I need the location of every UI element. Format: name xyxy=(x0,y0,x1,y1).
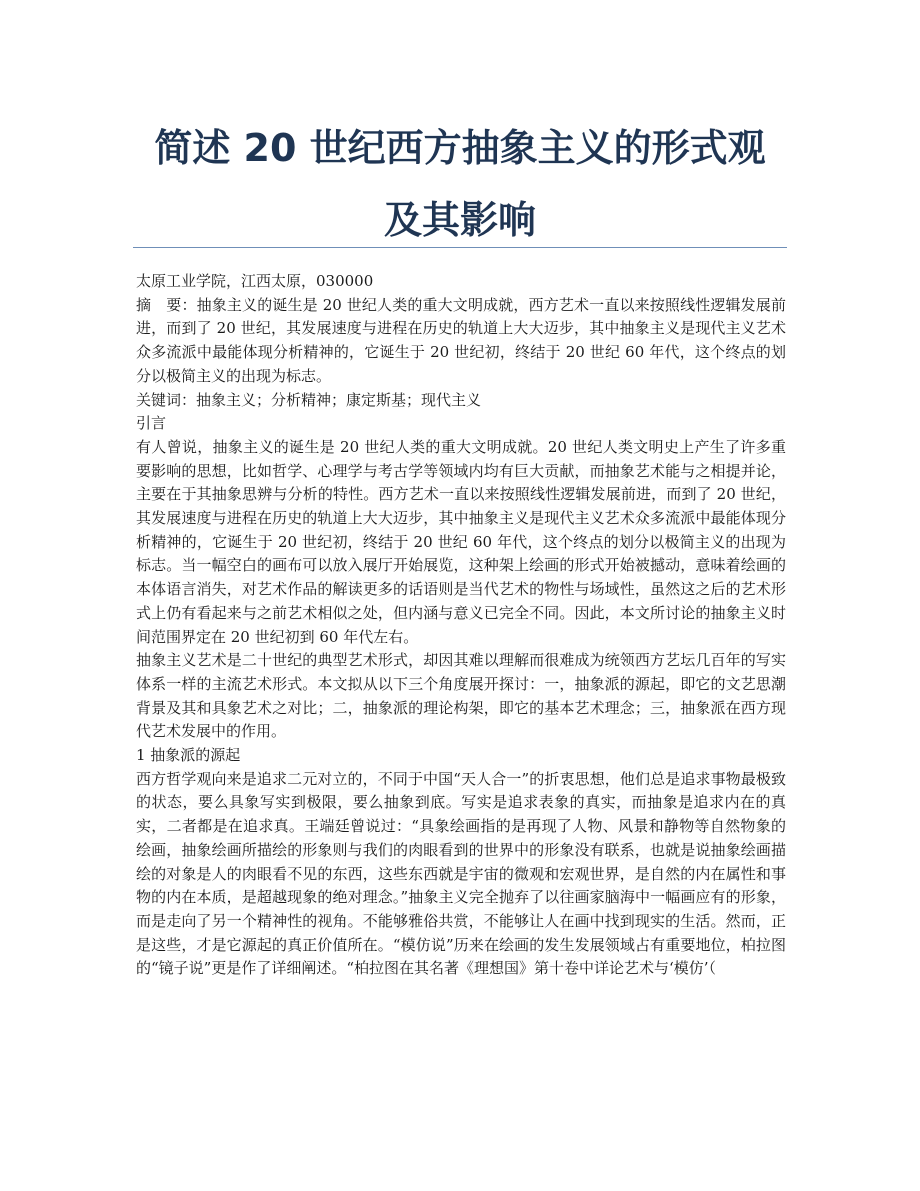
section-1-heading: 1 抽象派的源起 xyxy=(136,746,241,765)
intro-paragraph-2: 抽象主义艺术是二十世纪的典型艺术形式，却因其难以理解而很难成为统领西方艺坛几百年的写实体系一样的主流艺术形式。本文拟从以下三个角度展开探讨：一，抽象派的源起，即它的文艺思潮背景及其和具象艺术之对比；二，抽象派的理论构架，即它的基本艺术理念；三，抽象派在西方现代艺术发展中的作用。 xyxy=(136,651,786,741)
title-line-1: 简述 20 世纪西方抽象主义的形式观 xyxy=(154,126,766,170)
section-1-paragraph: 西方哲学观向来是追求二元对立的，不同于中国“天人合一”的折衷思想，他们总是追求事物最极致的状态，要么具象写实到极限，要么抽象到底。写实是追求表象的真实，而抽象是追求内在的真实，二者都是在追求真。王端廷曾说过：“具象绘画指的是再现了人物、风景和静物等自然物象的绘画，抽象绘画所描绘的形象则与我们的肉眼看到的世界中的形象没有联系，也就是说抽象绘画描绘的对象是人的肉眼看不见的东西，这些东西就是宇宙的微观和宏观世界，是自然的内在属性和事物的内在本质，是超越现象的绝对理念。”抽象主义完全抛弃了以往画家脑海中一幅画应有的形象，而是走向了另一个精神性的视角。不能够雅俗共赏，不能够让人在画中找到现实的生活。然而，正是这些，才是它源起的真正价值所在。“模仿说”历来在绘画的发生发展领域占有重要地位，柏拉图的“镜子说”更是作了详细阐述。“柏拉图在其名著《理想国》第十卷中详论艺术与‘模仿’（ xyxy=(136,769,786,978)
intro-heading: 引言 xyxy=(136,414,167,433)
abstract: 摘 要：抽象主义的诞生是 20 世纪人类的重大文明成就，西方艺术一直以来按照线性逻辑发展前进，而到了 20 世纪，其发展速度与进程在历史的轨道上大大迈步，其中抽象主义是现代主义艺术众多流派中最能体现分析精神的，它诞生于 20 世纪初，终结于 20 世纪 60 年代，这个终点的划分以极简主义的出现为标志。 xyxy=(136,295,786,385)
title-divider xyxy=(133,247,787,248)
document-body xyxy=(136,270,786,981)
affiliation: 太原工业学院，江西太原，030000 xyxy=(136,272,374,290)
keywords: 关键词：抽象主义；分析精神；康定斯基；现代主义 xyxy=(136,390,482,409)
document-title xyxy=(133,112,787,256)
title-line-2: 及其影响 xyxy=(383,198,536,242)
intro-paragraph-1: 有人曾说，抽象主义的诞生是 20 世纪人类的重大文明成就。20 世纪人类文明史上产生了许多重要影响的思想，比如哲学、心理学与考古学等领域内均有巨大贡献，而抽象艺术能与之相提并论，主要在于其抽象思辨与分析的特性。西方艺术一直以来按照线性逻辑发展前进，而到了 20 世纪，其发展速度与进程在历史的轨道上大大迈步，其中抽象主义是现代主义艺术众多流派中最能体现分析精神的，它诞生于 20 世纪初，终结于 20 世纪 60 年代，这个终点的划分以极简主义的出现为标志。当一幅空白的画布可以放入展厅开始展览，这种架上绘画的形式开始被撼动，意味着绘画的本体语言消失，对艺术作品的解读更多的话语则是当代艺术的物性与场域性，虽然这之后的艺术形式上仍有看起来与之前艺术相似之处，但内涵与意义已完全不同。因此，本文所讨论的抽象主义时间范围界定在 20 世纪初到 60 年代左右。 xyxy=(136,437,786,646)
